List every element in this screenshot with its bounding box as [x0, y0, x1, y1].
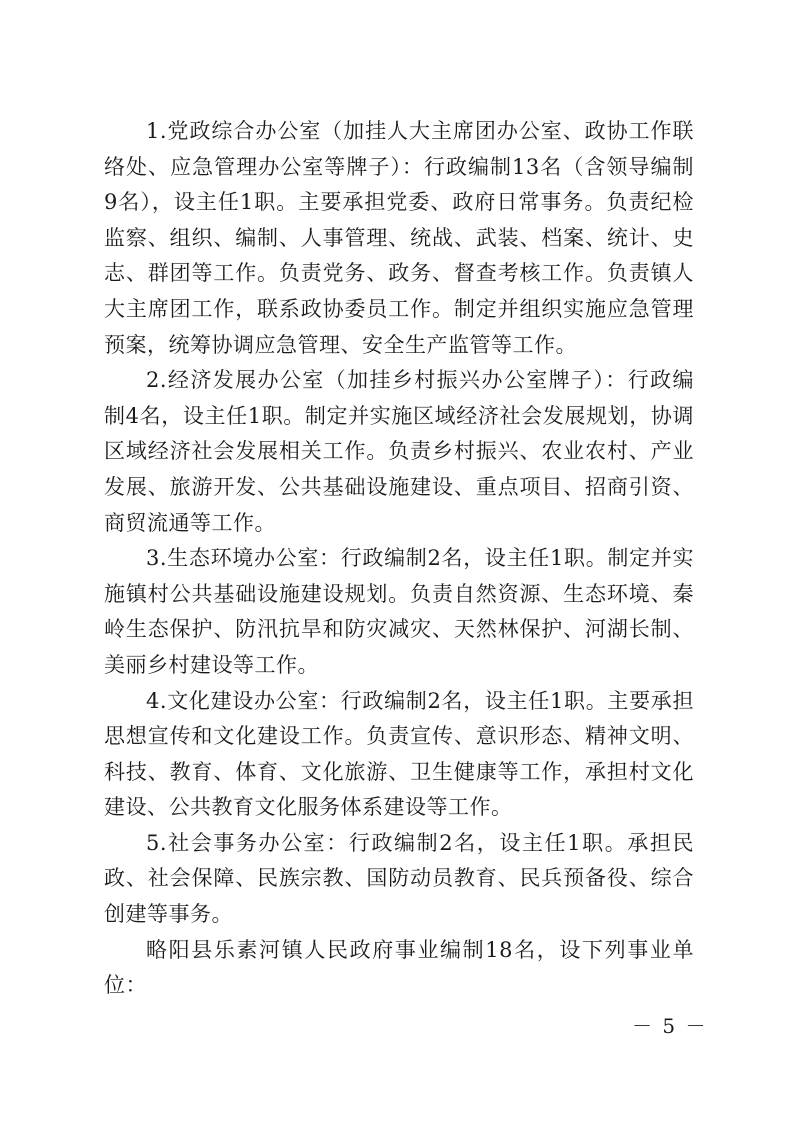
page-number: － 5 －	[632, 1014, 708, 1038]
paragraph-social-office: 5.社会事务办公室：行政编制2名，设主任1职。承担民政、社会保障、民族宗教、国防动员教育、民兵预备役、综合创建等事务。	[104, 830, 694, 927]
paragraph-ecology-office: 3.生态环境办公室：行政编制2名，设主任1职。制定并实施镇村公共基础设施建设规划。负责自然资源、生态环境、秦岭生态保护、防汛抗旱和防灾减灾、天然林保护、河湖长制、美丽乡村建设等工作。	[104, 546, 694, 677]
paragraph-party-office: 1.党政综合办公室（加挂人大主席团办公室、政协工作联络处、应急管理办公室等牌子）：行政编制13名（含领导编制9名），设主任1职。主要承担党委、政府日常事务。负责纪检监察、组织、编制、人事管理、统战、武装、档案、统计、史志、群团等工作。负责党务、政务、督查考核工作。负责镇人大主席团工作，联系政协委员工作。制定并组织实施应急管理预案，统筹协调应急管理、安全生产监管等工作。	[104, 119, 694, 357]
paragraph-economic-office: 2.经济发展办公室（加挂乡村振兴办公室牌子）：行政编制4名，设主任1职。制定并实施区域经济社会发展规划，协调区域经济社会发展相关工作。负责乡村振兴、农业农村、产业发展、旅游开发、公共基础设施建设、重点项目、招商引资、商贸流通等工作。	[104, 368, 694, 535]
paragraph-public-institutions: 略阳县乐素河镇人民政府事业编制18名，设下列事业单位：	[104, 937, 694, 998]
document-body	[104, 114, 694, 1004]
paragraph-culture-office: 4.文化建设办公室：行政编制2名，设主任1职。主要承担思想宣传和文化建设工作。负责宣传、意识形态、精神文明、科技、教育、体育、文化旅游、卫生健康等工作，承担村文化建设、公共教育文化服务体系建设等工作。	[104, 688, 694, 820]
